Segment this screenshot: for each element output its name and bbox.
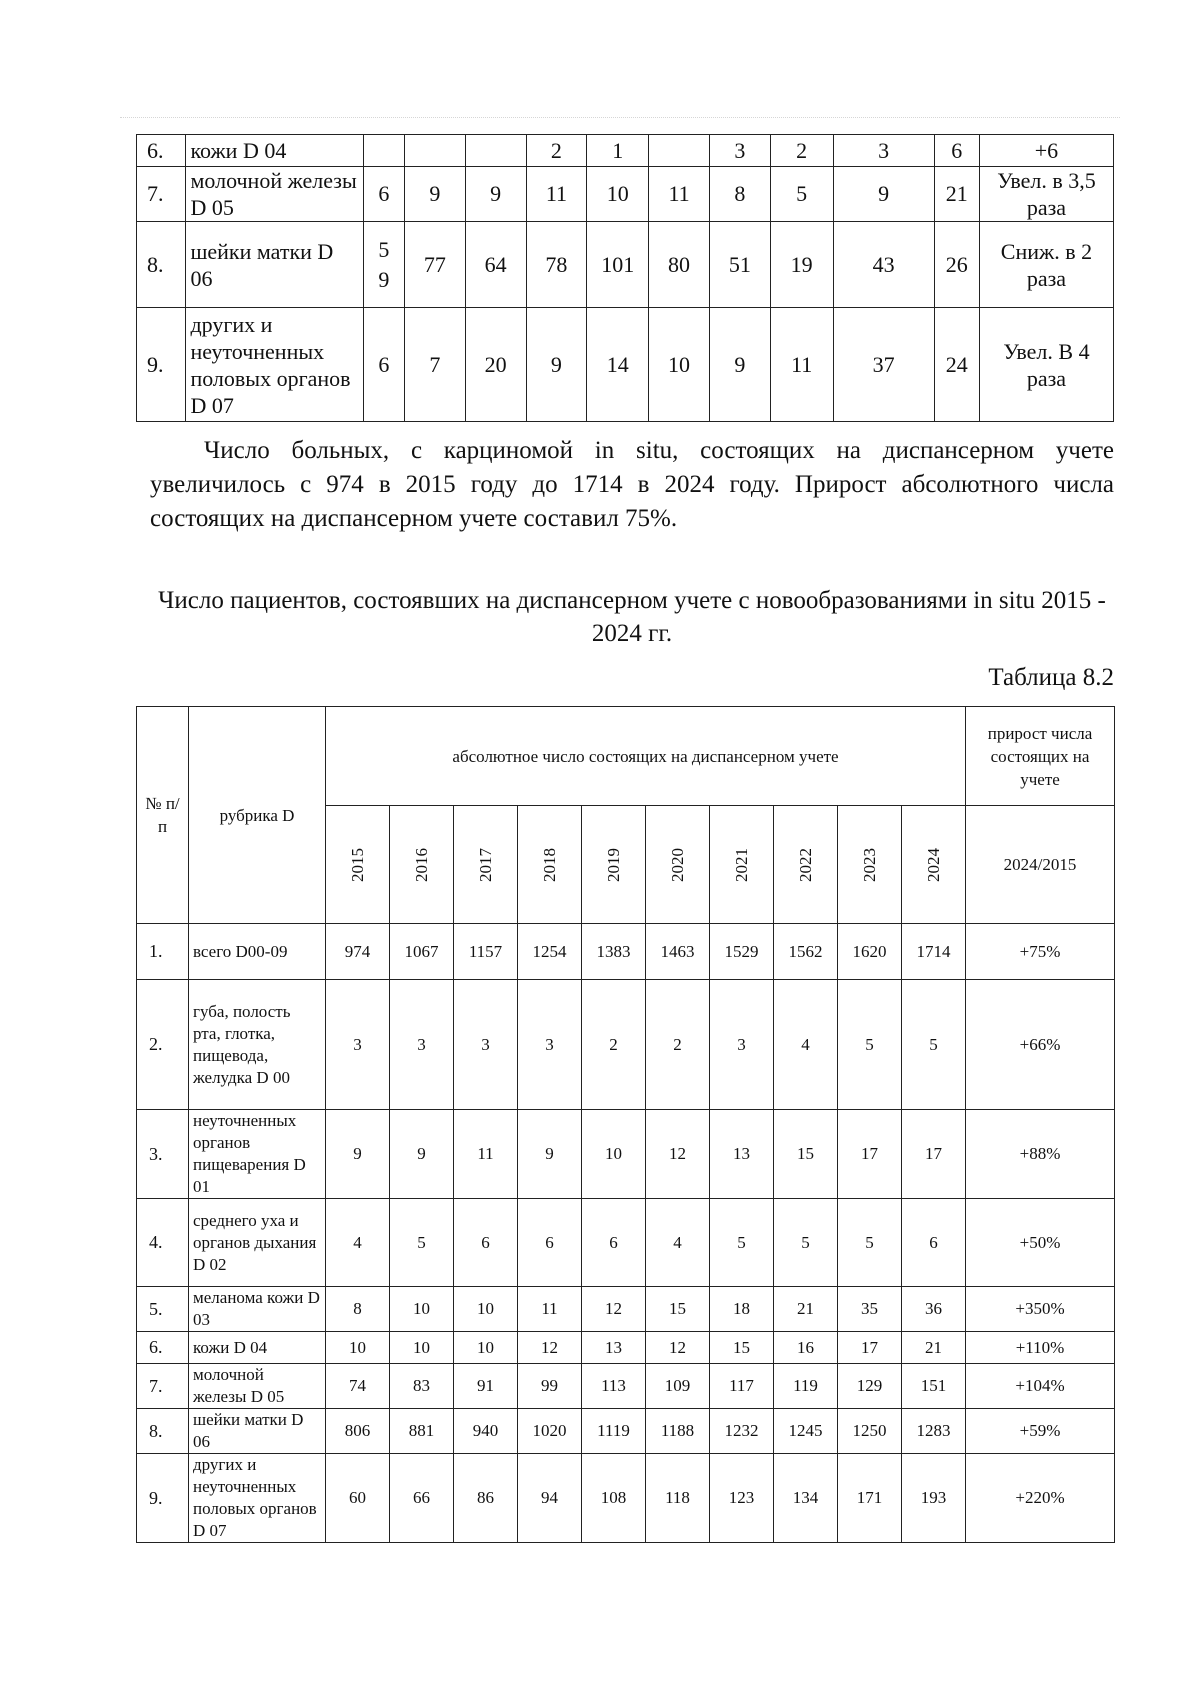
value-cell: 9 <box>404 167 465 222</box>
value-cell: 9 <box>709 308 770 422</box>
value-cell <box>363 135 404 167</box>
table-row <box>137 135 1114 167</box>
row-number: 7. <box>137 167 186 222</box>
value-cell: 12 <box>582 1287 646 1332</box>
value-cell: 1562 <box>774 924 838 980</box>
value-cell: 11 <box>526 167 587 222</box>
value-cell: 1714 <box>902 924 966 980</box>
growth-cell: +220% <box>966 1454 1115 1543</box>
rubric-name: молочной железы D 05 <box>186 167 363 222</box>
value-cell: 11 <box>770 308 833 422</box>
value-cell: 134 <box>774 1454 838 1543</box>
value-cell <box>404 135 465 167</box>
growth-cell: +59% <box>966 1409 1115 1454</box>
value-cell: 12 <box>518 1332 582 1364</box>
continued-table <box>136 134 1114 422</box>
value-cell: 974 <box>326 924 390 980</box>
value-cell: 18 <box>710 1287 774 1332</box>
growth-cell: Увел. в 3,5 раза <box>979 167 1113 222</box>
value-cell: 21 <box>902 1332 966 1364</box>
value-cell: 24 <box>934 308 979 422</box>
row-number: 6. <box>137 1332 189 1364</box>
continued-table-body <box>137 135 1114 422</box>
value-cell: 6 <box>934 135 979 167</box>
value-cell: 806 <box>326 1409 390 1454</box>
growth-cell: +104% <box>966 1364 1115 1409</box>
value-cell: 94 <box>518 1454 582 1543</box>
value-cell: 13 <box>582 1332 646 1364</box>
value-cell: 4 <box>646 1199 710 1287</box>
value-cell: 80 <box>649 222 710 308</box>
value-cell: 12 <box>646 1332 710 1364</box>
value-cell: 1463 <box>646 924 710 980</box>
value-cell: 21 <box>774 1287 838 1332</box>
value-cell: 5 <box>710 1199 774 1287</box>
value-cell: 86 <box>454 1454 518 1543</box>
value-cell: 10 <box>390 1287 454 1332</box>
value-cell: 51 <box>709 222 770 308</box>
rubric-name: других и неуточненных половых органов D 07 <box>189 1454 326 1543</box>
value-cell: 1067 <box>390 924 454 980</box>
value-cell: 109 <box>646 1364 710 1409</box>
value-cell: 5 <box>770 167 833 222</box>
value-cell: 3 <box>518 980 582 1110</box>
value-cell: 11 <box>649 167 710 222</box>
row-number: 9. <box>137 308 186 422</box>
value-cell: 193 <box>902 1454 966 1543</box>
row-number: 5. <box>137 1287 189 1332</box>
row-number: 4. <box>137 1199 189 1287</box>
rubric-name: шейки матки D 06 <box>186 222 363 308</box>
summary-paragraph <box>150 434 1114 536</box>
summary-text: Число больных, с карциномой in situ, состоящих на диспансерном учете увеличилось с 974 в 2015 году до 1714 в 2024 году. Прирост абсолютного числа состоящих на диспансерном учете составил 75%. <box>150 437 1114 532</box>
growth-cell: +50% <box>966 1199 1115 1287</box>
table-row <box>137 1199 1115 1287</box>
rubric-name: неуточненных органов пищеварения D 01 <box>189 1110 326 1199</box>
value-cell: 5 <box>774 1199 838 1287</box>
ratio-header: 2024/2015 <box>966 806 1115 924</box>
header-absolute: абсолютное число состоящих на диспансерном учете <box>326 707 966 806</box>
table-row <box>137 1409 1115 1454</box>
header-num: № п/п <box>137 707 189 924</box>
table-row <box>137 1454 1115 1543</box>
value-cell: 1119 <box>582 1409 646 1454</box>
value-cell: 37 <box>833 308 934 422</box>
value-cell: 117 <box>710 1364 774 1409</box>
main-table-body <box>137 924 1115 1543</box>
value-cell: 10 <box>582 1110 646 1199</box>
value-cell: 14 <box>587 308 649 422</box>
value-cell: 101 <box>587 222 649 308</box>
value-cell: 8 <box>709 167 770 222</box>
value-cell: 4 <box>774 980 838 1110</box>
year-label: 2018 <box>539 847 559 882</box>
rubric-name: среднего уха и органов дыхания D 02 <box>189 1199 326 1287</box>
value-cell: 9 <box>326 1110 390 1199</box>
value-cell: 13 <box>710 1110 774 1199</box>
year-label: 2019 <box>603 847 623 882</box>
value-cell: 9 <box>526 308 587 422</box>
value-cell: 2 <box>770 135 833 167</box>
year-header <box>710 806 774 924</box>
value-cell: 12 <box>646 1110 710 1199</box>
value-cell: 940 <box>454 1409 518 1454</box>
value-cell: 64 <box>465 222 526 308</box>
value-cell: 36 <box>902 1287 966 1332</box>
year-header <box>326 806 390 924</box>
year-label: 2024 <box>923 847 943 882</box>
year-header <box>454 806 518 924</box>
rubric-name: молочной железы D 05 <box>189 1364 326 1409</box>
value-cell: 17 <box>902 1110 966 1199</box>
value-cell: 19 <box>770 222 833 308</box>
value-cell: 5 <box>902 980 966 1110</box>
value-cell: 1529 <box>710 924 774 980</box>
value-cell: 6 <box>902 1199 966 1287</box>
value-cell: 123 <box>710 1454 774 1543</box>
rubric-name: меланома кожи D 03 <box>189 1287 326 1332</box>
value-cell: 26 <box>934 222 979 308</box>
year-label: 2020 <box>667 847 687 882</box>
growth-cell: Сниж. в 2 раза <box>979 222 1113 308</box>
value-cell: 35 <box>838 1287 902 1332</box>
value-cell: 3 <box>326 980 390 1110</box>
growth-cell: +6 <box>979 135 1113 167</box>
value-cell: 59 <box>363 222 404 308</box>
table-8-2 <box>136 706 1115 1543</box>
year-header <box>390 806 454 924</box>
value-cell: 3 <box>454 980 518 1110</box>
table-caption: Число пациентов, состоявших на диспансерном учете с новообразованиями in situ 2015 - 2024 гг. <box>158 587 1106 647</box>
value-cell: 10 <box>390 1332 454 1364</box>
value-cell: 11 <box>454 1110 518 1199</box>
row-number: 2. <box>137 980 189 1110</box>
value-cell: 60 <box>326 1454 390 1543</box>
value-cell: 151 <box>902 1364 966 1409</box>
value-cell: 9 <box>833 167 934 222</box>
year-header <box>838 806 902 924</box>
year-header <box>518 806 582 924</box>
value-cell: 83 <box>390 1364 454 1409</box>
value-cell: 16 <box>774 1332 838 1364</box>
table-row <box>137 924 1115 980</box>
growth-cell: Увел. В 4 раза <box>979 308 1113 422</box>
value-cell: 3 <box>710 980 774 1110</box>
value-cell <box>649 135 710 167</box>
row-number: 1. <box>137 924 189 980</box>
rubric-name: шейки матки D 06 <box>189 1409 326 1454</box>
value-cell: 74 <box>326 1364 390 1409</box>
value-cell: 9 <box>518 1110 582 1199</box>
row-number: 9. <box>137 1454 189 1543</box>
value-cell: 3 <box>709 135 770 167</box>
table-number-label: Таблица 8.2 <box>988 664 1114 691</box>
value-cell: 108 <box>582 1454 646 1543</box>
value-cell: 1232 <box>710 1409 774 1454</box>
value-cell: 129 <box>838 1364 902 1409</box>
value-cell: 5 <box>838 1199 902 1287</box>
value-cell <box>465 135 526 167</box>
value-cell: 1283 <box>902 1409 966 1454</box>
row-number: 8. <box>137 1409 189 1454</box>
value-cell: 2 <box>526 135 587 167</box>
value-cell: 1250 <box>838 1409 902 1454</box>
header-growth: прирост числа состоящих на учете <box>966 707 1115 806</box>
value-cell: 15 <box>646 1287 710 1332</box>
table-row <box>137 1287 1115 1332</box>
value-cell: 10 <box>326 1332 390 1364</box>
year-label: 2016 <box>411 847 431 882</box>
value-cell: 3 <box>390 980 454 1110</box>
year-header <box>582 806 646 924</box>
year-label: 2017 <box>475 847 495 882</box>
year-label: 2021 <box>731 847 751 882</box>
table-row <box>137 222 1114 308</box>
rubric-name: кожи D 04 <box>186 135 363 167</box>
table-row <box>137 1110 1115 1199</box>
year-header <box>646 806 710 924</box>
value-cell: 881 <box>390 1409 454 1454</box>
value-cell: 1020 <box>518 1409 582 1454</box>
value-cell: 21 <box>934 167 979 222</box>
value-cell: 20 <box>465 308 526 422</box>
value-cell: 1620 <box>838 924 902 980</box>
value-cell: 1 <box>587 135 649 167</box>
value-cell: 2 <box>582 980 646 1110</box>
value-cell: 17 <box>838 1332 902 1364</box>
value-cell: 1245 <box>774 1409 838 1454</box>
value-cell: 15 <box>710 1332 774 1364</box>
year-label: 2022 <box>795 847 815 882</box>
value-cell: 10 <box>454 1332 518 1364</box>
value-cell: 91 <box>454 1364 518 1409</box>
value-cell: 10 <box>454 1287 518 1332</box>
value-cell: 77 <box>404 222 465 308</box>
value-cell: 8 <box>326 1287 390 1332</box>
growth-cell: +88% <box>966 1110 1115 1199</box>
value-cell: 118 <box>646 1454 710 1543</box>
year-header <box>774 806 838 924</box>
year-header <box>902 806 966 924</box>
value-cell: 6 <box>363 308 404 422</box>
value-cell: 6 <box>363 167 404 222</box>
value-cell: 5 <box>838 980 902 1110</box>
growth-cell: +75% <box>966 924 1115 980</box>
rubric-name: других и неуточненных половых органов D 07 <box>186 308 363 422</box>
value-cell: 2 <box>646 980 710 1110</box>
year-label: 2015 <box>347 847 367 882</box>
value-cell: 9 <box>465 167 526 222</box>
value-cell: 113 <box>582 1364 646 1409</box>
value-cell: 7 <box>404 308 465 422</box>
table-row <box>137 308 1114 422</box>
row-number: 7. <box>137 1364 189 1409</box>
value-cell: 6 <box>518 1199 582 1287</box>
value-cell: 1157 <box>454 924 518 980</box>
row-number: 8. <box>137 222 186 308</box>
growth-cell: +110% <box>966 1332 1115 1364</box>
table-row <box>137 1332 1115 1364</box>
value-cell: 5 <box>390 1199 454 1287</box>
growth-cell: +66% <box>966 980 1115 1110</box>
value-cell: 11 <box>518 1287 582 1332</box>
value-cell: 15 <box>774 1110 838 1199</box>
value-cell: 78 <box>526 222 587 308</box>
row-number: 3. <box>137 1110 189 1199</box>
row-number: 6. <box>137 135 186 167</box>
value-cell: 10 <box>649 308 710 422</box>
value-cell: 10 <box>587 167 649 222</box>
value-cell: 4 <box>326 1199 390 1287</box>
value-cell: 9 <box>390 1110 454 1199</box>
value-cell: 1188 <box>646 1409 710 1454</box>
value-cell: 43 <box>833 222 934 308</box>
scan-artifact-line <box>120 117 1120 119</box>
value-cell: 171 <box>838 1454 902 1543</box>
table-row <box>137 1364 1115 1409</box>
table-row <box>137 167 1114 222</box>
rubric-name: губа, полость рта, глотка, пищевода, желудка D 00 <box>189 980 326 1110</box>
year-label: 2023 <box>859 847 879 882</box>
rubric-name: всего D00-09 <box>189 924 326 980</box>
growth-cell: +350% <box>966 1287 1115 1332</box>
value-cell: 66 <box>390 1454 454 1543</box>
value-cell: 1383 <box>582 924 646 980</box>
value-cell: 17 <box>838 1110 902 1199</box>
rubric-name: кожи D 04 <box>189 1332 326 1364</box>
value-cell: 99 <box>518 1364 582 1409</box>
value-cell: 6 <box>454 1199 518 1287</box>
header-rubric: рубрика D <box>189 707 326 924</box>
value-cell: 119 <box>774 1364 838 1409</box>
value-cell: 3 <box>833 135 934 167</box>
value-cell: 6 <box>582 1199 646 1287</box>
value-cell: 1254 <box>518 924 582 980</box>
table-row <box>137 980 1115 1110</box>
